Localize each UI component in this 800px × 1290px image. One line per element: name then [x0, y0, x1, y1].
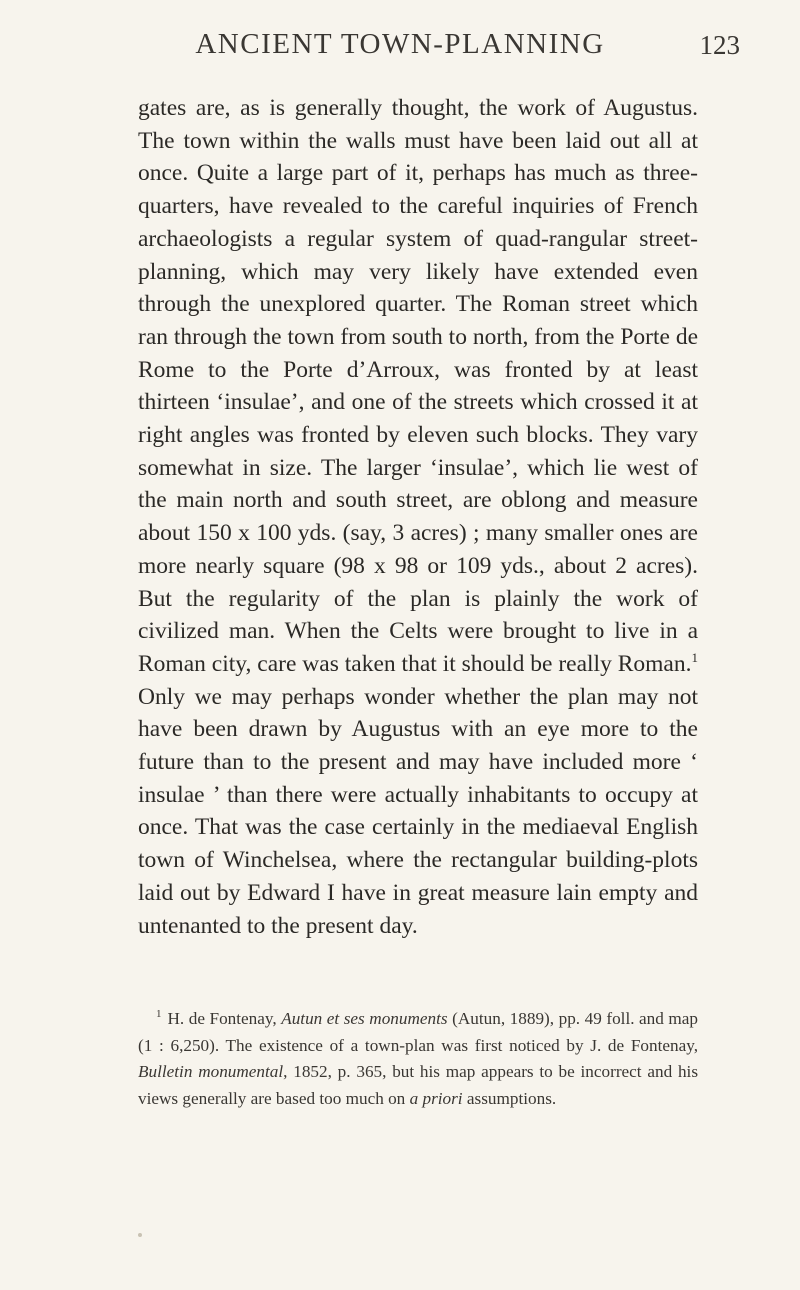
page-number: 123 [699, 30, 740, 60]
footnote-text: assumptions. [462, 1088, 557, 1108]
paper-stain [138, 1233, 142, 1237]
paragraph-text-continued: Only we may perhaps wonder whether the plan may not have been drawn by Augustus with an eye more to the future than to the present and may have included more ‘ insulae ’ than there were actually inhabitants to occupy at once. That was the case certainly in the mediaeval English town of Winchelsea, where the rectangular building-plots laid out by Edward I have in great measure lain empty and untenanted to the present day. [138, 683, 698, 939]
footnotes [138, 1006, 698, 1112]
footnote-phrase-italic: a priori [409, 1088, 463, 1108]
footnote-marker: 1 [156, 1008, 162, 1021]
footnote-text: , 1852, p. 365, but his map appears to be incorrect and his views generally are based too much on [138, 1062, 699, 1108]
footnote-text: (Autun, 1889), pp. 49 foll. and map (1 : 6,250). The existence of a town-plan was first noticed by J. de Fontenay, [138, 1009, 699, 1055]
paragraph [138, 92, 698, 942]
running-title: ANCIENT TOWN-PLANNING [195, 28, 605, 60]
main-text [138, 92, 698, 942]
footnote-reference: 1 [691, 650, 698, 666]
footnote-title-italic: Autun et ses monuments [281, 1009, 448, 1028]
footnote [138, 1006, 698, 1112]
footnote-title-italic: Bulletin monumental [138, 1062, 284, 1081]
footnote-text: H. de Fontenay, [167, 1009, 282, 1028]
paragraph-text: gates are, as is generally thought, the work of Augustus. The town within the walls must have been laid out all at once. Quite a large part of it, perhaps has much as three-quarters, have revealed to the careful inquiries of French archaeologists a regular system of quad-rangular street-planning, which may very likely have extended even through the unexplored quarter. The Roman street which ran through the town from south to north, from the Porte de Rome to the Porte d’Arroux, was fronted by at least thirteen ‘insulae’, and one of the streets which crossed it at right angles was fronted by eleven such blocks. They vary somewhat in size. The larger ‘insulae’, which lie west of the main north and south street, are oblong and measure about 150 x 100 yds. (say, 3 acres) ; many smaller ones are more nearly square (98 x 98 or 109 yds., about 2 acres). But the regularity of the plan is plainly the work of civilized man. When the Celts were brought to live in a Roman city, care was taken that it should be really Roman. [138, 95, 698, 677]
